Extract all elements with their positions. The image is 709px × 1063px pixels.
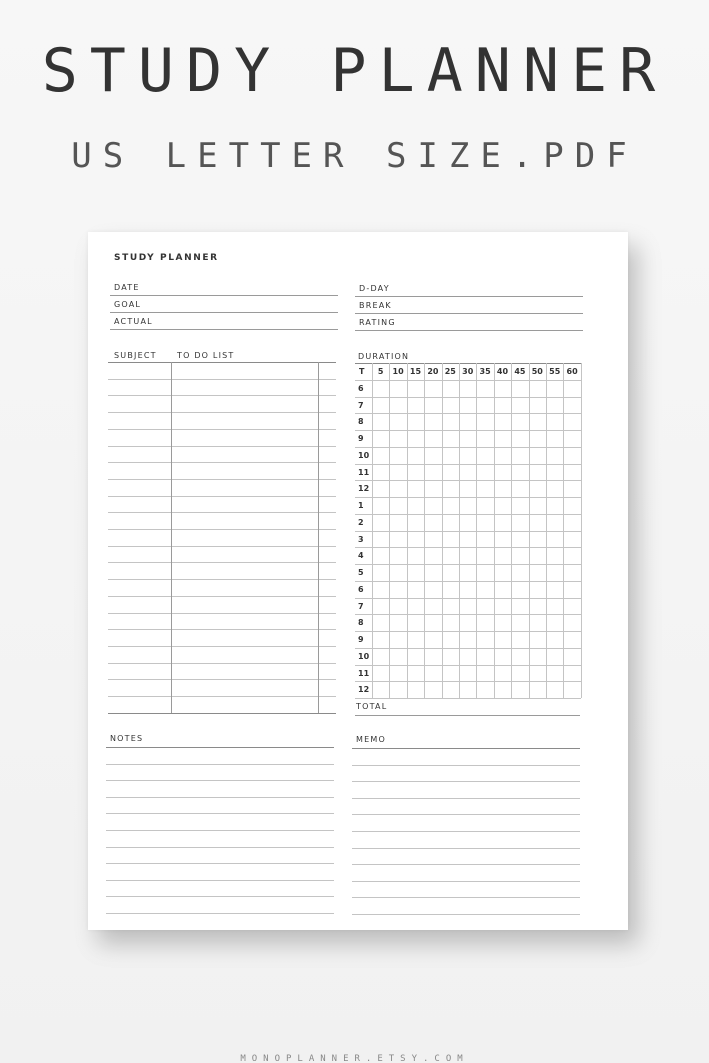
minute-column-label: 20 <box>427 367 439 376</box>
minute-column-label: 5 <box>377 367 384 376</box>
todo-row-line[interactable] <box>108 579 336 580</box>
hour-label: 6 <box>358 383 364 393</box>
duration-label: DURATION <box>358 352 410 361</box>
duration-col-line <box>511 363 512 698</box>
memo-line[interactable] <box>352 831 580 832</box>
duration-col-line <box>389 363 390 698</box>
duration-hour-row[interactable] <box>372 649 581 665</box>
duration-hour-row[interactable] <box>372 448 581 464</box>
duration-row-line <box>355 698 581 699</box>
todo-row-line[interactable] <box>108 696 336 697</box>
memo-line[interactable] <box>352 914 580 915</box>
minute-column-label: 25 <box>444 367 456 376</box>
rating-line[interactable] <box>355 330 583 331</box>
minute-column-label: 15 <box>409 367 422 376</box>
todo-row-line[interactable] <box>108 395 336 396</box>
hour-label: 3 <box>358 534 364 544</box>
duration-hour-row[interactable] <box>372 498 581 514</box>
todo-row-line[interactable] <box>108 429 336 430</box>
memo-line[interactable] <box>352 748 580 749</box>
minute-column-label: 45 <box>514 367 526 376</box>
memo-line[interactable] <box>352 781 580 782</box>
goal-label: GOAL <box>114 300 142 309</box>
actual-label: ACTUAL <box>114 317 153 326</box>
duration-col-line <box>424 363 425 698</box>
check-divider <box>318 362 319 713</box>
minute-column-label: 60 <box>566 367 578 376</box>
duration-col-line <box>442 363 443 698</box>
duration-hour-row[interactable] <box>372 565 581 581</box>
todo-row-line[interactable] <box>108 646 336 647</box>
todo-border <box>108 362 336 363</box>
subject-label: SUBJECT <box>114 351 157 360</box>
notes-line[interactable] <box>106 797 334 798</box>
minute-column-label: 50 <box>531 367 543 376</box>
hour-label: 10 <box>358 651 370 661</box>
todo-row-line[interactable] <box>108 663 336 664</box>
minute-column-label: 40 <box>496 367 509 376</box>
memo-line[interactable] <box>352 864 580 865</box>
notes-line[interactable] <box>106 847 334 848</box>
hour-label: 1 <box>358 501 364 510</box>
todo-row-line[interactable] <box>108 679 336 680</box>
todo-row-line[interactable] <box>108 546 336 547</box>
duration-col-line <box>407 363 408 698</box>
todo-row-line[interactable] <box>108 412 336 413</box>
planner-sheet <box>88 232 628 930</box>
duration-hour-row[interactable] <box>372 515 581 531</box>
duration-hour-row[interactable] <box>372 632 581 648</box>
duration-col-line <box>459 363 460 698</box>
notes-line[interactable] <box>106 830 334 831</box>
duration-hour-row[interactable] <box>372 548 581 564</box>
duration-hour-row[interactable] <box>372 599 581 615</box>
cover-subtitle: US LETTER SIZE.PDF <box>71 136 638 176</box>
minute-column-label: 35 <box>479 367 491 376</box>
memo-line[interactable] <box>352 848 580 849</box>
dday-line[interactable] <box>355 296 583 297</box>
total-line[interactable] <box>355 715 580 716</box>
hour-label: 5 <box>358 568 364 577</box>
duration-hour-row[interactable] <box>372 682 581 698</box>
memo-line[interactable] <box>352 765 580 766</box>
footer-url: MONOPLANNER.ETSY.COM <box>240 1054 469 1063</box>
todo-row-line[interactable] <box>108 462 336 463</box>
todo-row-line[interactable] <box>108 512 336 513</box>
todo-row-line[interactable] <box>108 446 336 447</box>
actual-line[interactable] <box>110 329 338 330</box>
notes-line[interactable] <box>106 896 334 897</box>
hour-label: 11 <box>358 467 370 477</box>
notes-line[interactable] <box>106 913 334 914</box>
hour-label: 12 <box>358 685 370 695</box>
duration-hour-row[interactable] <box>372 615 581 631</box>
hour-label: 6 <box>358 584 364 594</box>
date-line[interactable] <box>110 295 338 296</box>
hour-label: 12 <box>358 484 370 494</box>
goal-line[interactable] <box>110 312 338 313</box>
notes-line[interactable] <box>106 863 334 864</box>
duration-col-line <box>476 363 477 698</box>
memo-line[interactable] <box>352 814 580 815</box>
notes-line[interactable] <box>106 780 334 781</box>
notes-line[interactable] <box>106 747 334 748</box>
notes-line[interactable] <box>106 764 334 765</box>
todo-row-line[interactable] <box>108 529 336 530</box>
duration-hour-row[interactable] <box>372 414 581 430</box>
todo-row-line[interactable] <box>108 613 336 614</box>
duration-hour-row[interactable] <box>372 431 581 447</box>
planner-heading: STUDY PLANNER <box>114 253 219 263</box>
notes-line[interactable] <box>106 880 334 881</box>
duration-hour-row[interactable] <box>372 465 581 481</box>
rating-label: RATING <box>359 318 396 327</box>
hour-label: 7 <box>358 601 364 611</box>
duration-hour-row[interactable] <box>372 582 581 598</box>
memo-line[interactable] <box>352 897 580 898</box>
duration-hour-row[interactable] <box>372 481 581 497</box>
todo-row-line[interactable] <box>108 479 336 480</box>
todo-label: TO DO LIST <box>177 351 235 360</box>
todo-row-line[interactable] <box>108 379 336 380</box>
duration-col-line <box>563 363 564 698</box>
total-label: TOTAL <box>356 702 388 711</box>
hour-label: 8 <box>358 417 364 427</box>
todo-row-line[interactable] <box>108 629 336 630</box>
time-header: T <box>359 367 365 376</box>
todo-row-line[interactable] <box>108 562 336 563</box>
duration-col-line <box>546 363 547 698</box>
duration-col-line <box>372 363 373 698</box>
notes-label: NOTES <box>110 734 144 743</box>
hour-label: 9 <box>358 434 364 443</box>
minute-column-label: 10 <box>392 367 404 376</box>
hour-label: 7 <box>358 400 364 410</box>
duration-hour-row[interactable] <box>372 532 581 548</box>
memo-label: MEMO <box>356 735 386 744</box>
hour-label: 11 <box>358 668 370 678</box>
break-label: BREAK <box>359 301 392 310</box>
todo-border <box>108 713 336 714</box>
duration-col-line <box>529 363 530 698</box>
duration-col-line <box>494 363 495 698</box>
break-line[interactable] <box>355 313 583 314</box>
subject-divider <box>171 362 172 713</box>
hour-label: 2 <box>358 517 364 527</box>
memo-line[interactable] <box>352 881 580 882</box>
duration-hour-row[interactable] <box>372 666 581 682</box>
todo-row-line[interactable] <box>108 596 336 597</box>
duration-hour-row[interactable] <box>372 398 581 414</box>
hour-label: 8 <box>358 618 364 628</box>
memo-line[interactable] <box>352 798 580 799</box>
minute-column-label: 55 <box>549 367 561 376</box>
duration-col-line <box>581 363 582 698</box>
duration-hour-row[interactable] <box>372 381 581 397</box>
todo-row-line[interactable] <box>108 496 336 497</box>
cover-title: STUDY PLANNER <box>41 36 668 106</box>
notes-line[interactable] <box>106 813 334 814</box>
hour-label: 9 <box>358 635 364 644</box>
date-label: DATE <box>114 283 140 292</box>
hour-label: 10 <box>358 450 370 460</box>
dday-label: D-DAY <box>359 284 390 293</box>
hour-label: 4 <box>358 551 364 561</box>
minute-column-label: 30 <box>462 367 474 376</box>
